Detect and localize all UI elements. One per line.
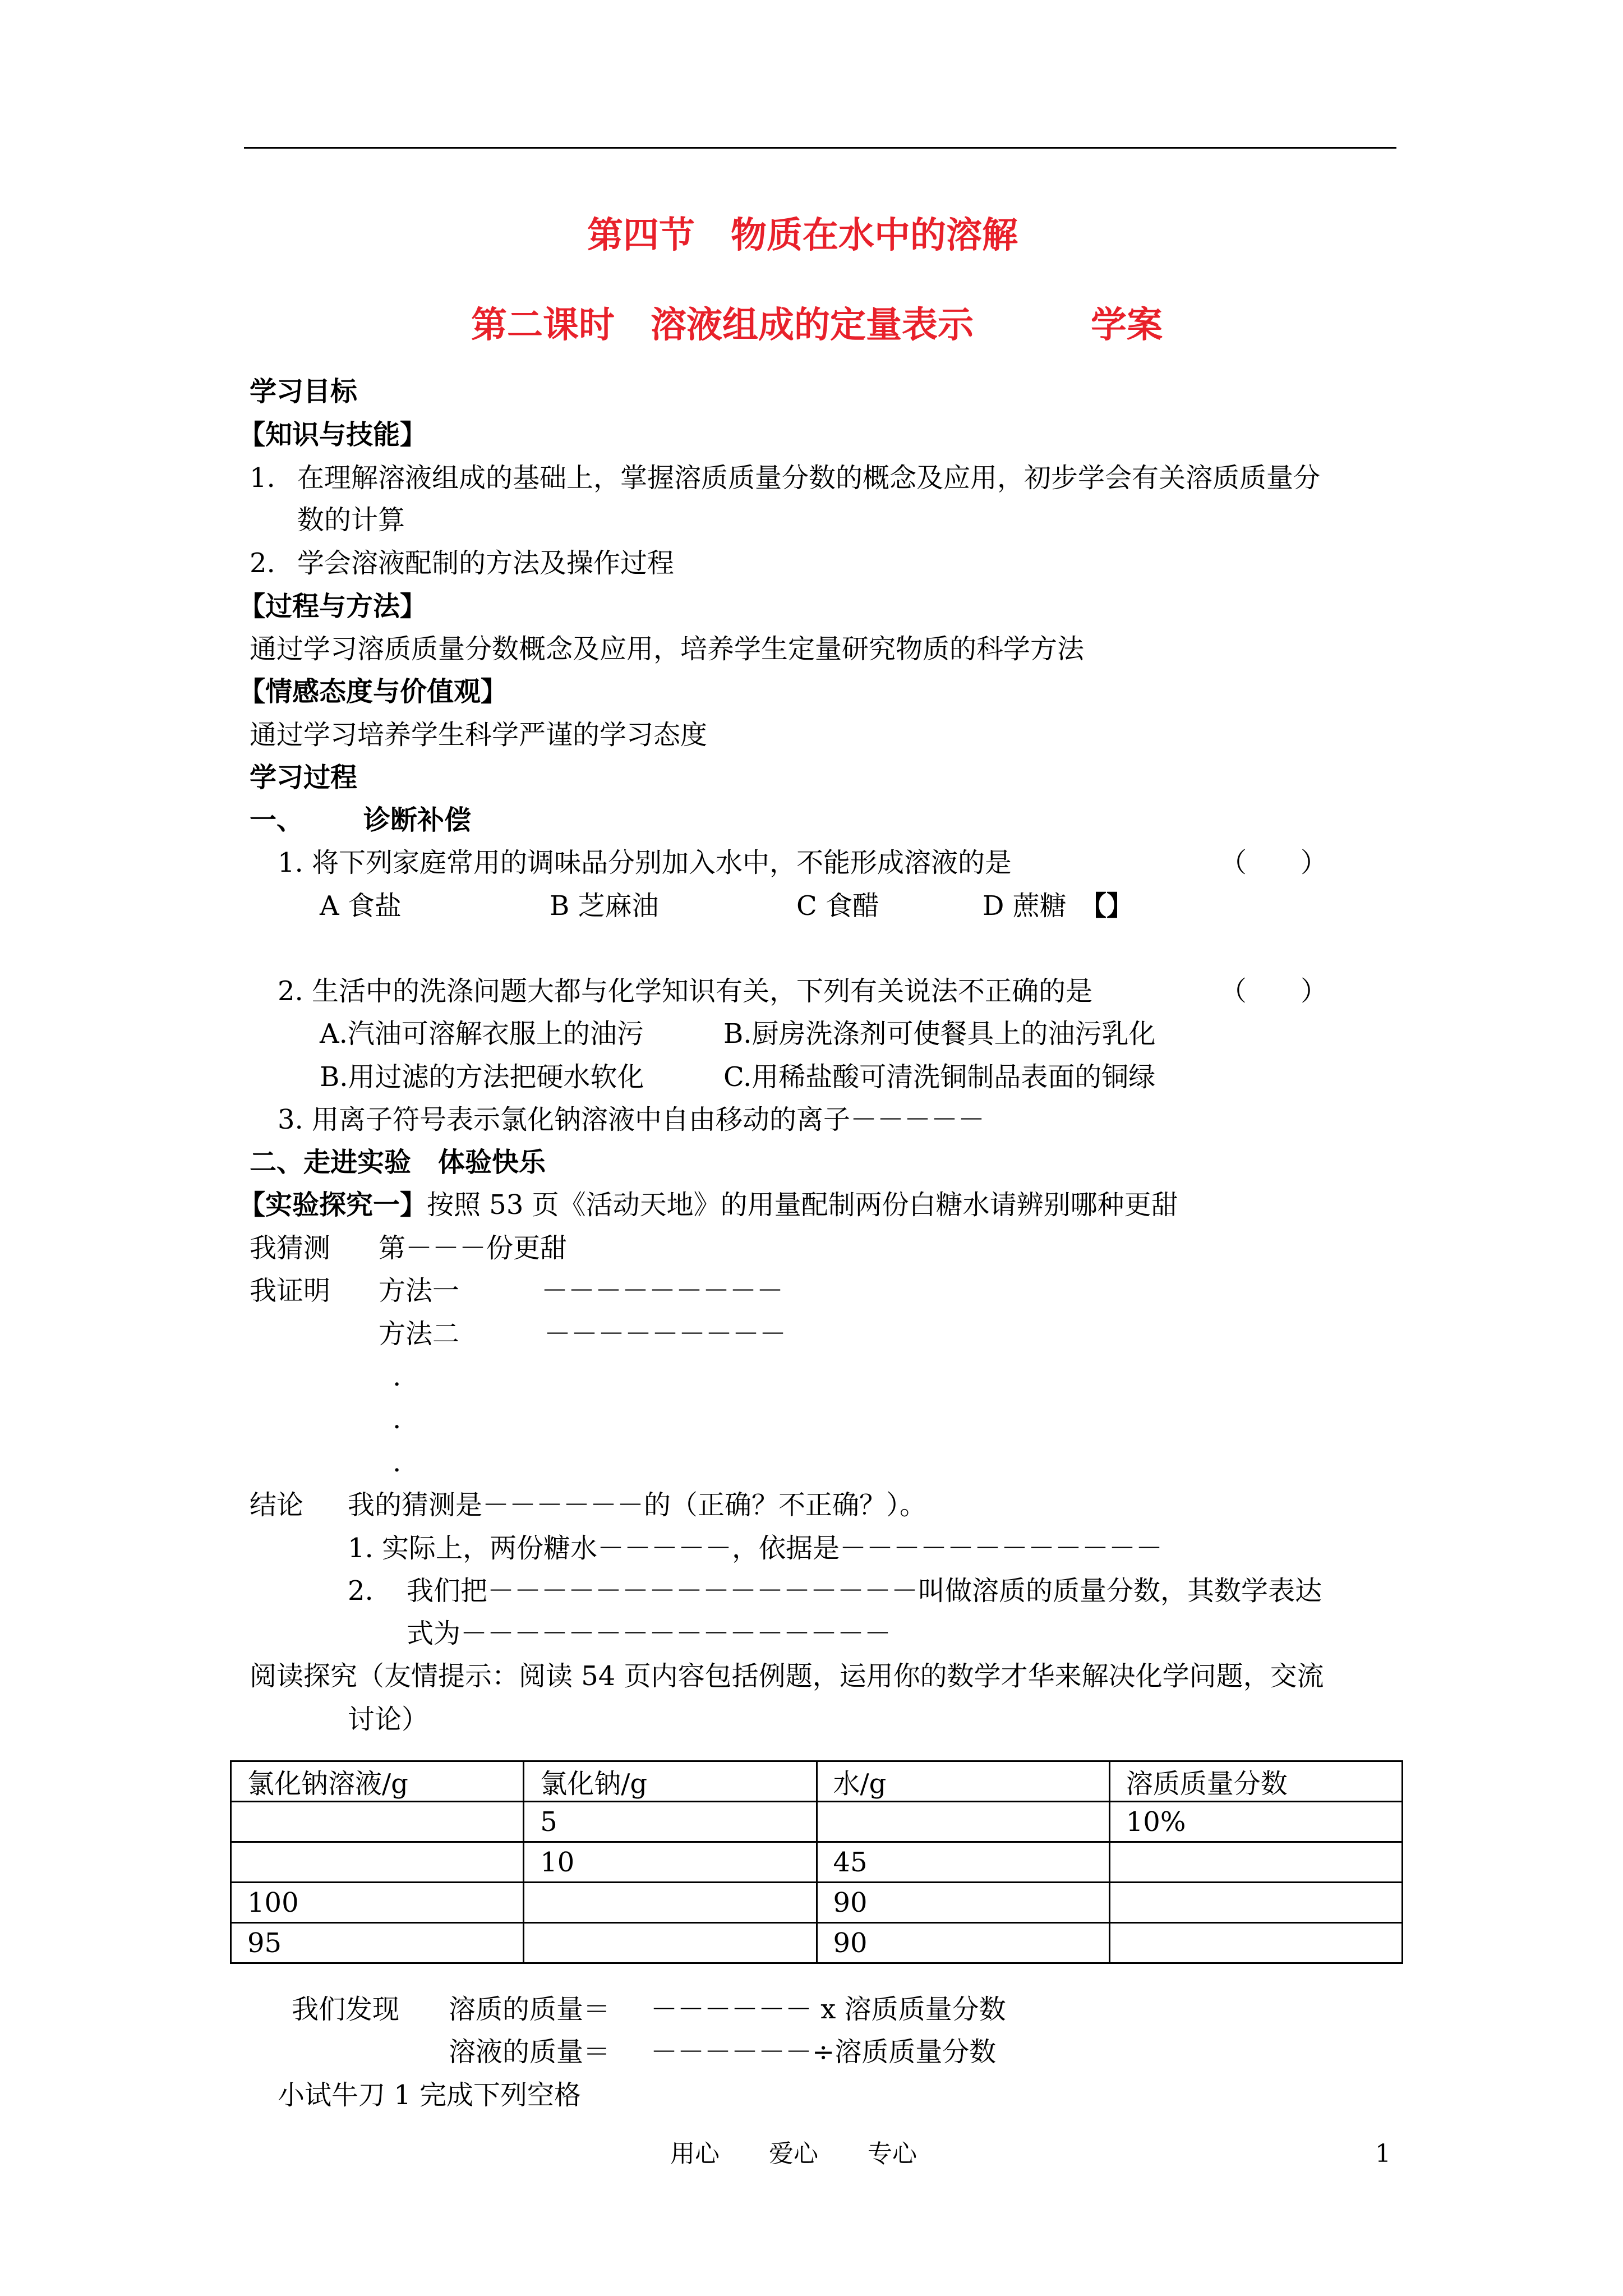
goal-1-text-cont: 数的计算 (297, 504, 405, 536)
table-cell: 10 (524, 1842, 817, 1883)
table-cell: 95 (231, 1923, 524, 1963)
table-row (231, 1883, 1403, 1923)
experiment-1-text: 按照 53 页《活动天地》的用量配制两份白糖水请辨别哪种更甜 (427, 1189, 1178, 1221)
goals-heading: 学习目标 (250, 376, 358, 407)
table-header-cell: 溶质质量分数 (1109, 1761, 1402, 1802)
process-method-heading: 【过程与方法】 (238, 591, 427, 622)
footer-motto: 用心 爱心 专心 (670, 2139, 917, 2168)
section-1-title: 诊断补偿 (363, 804, 472, 836)
reading-explore: 阅读探究（友情提示：阅读 54 页内容包括例题，运用你的数学才华来解决化学问题，交流 (250, 1660, 1324, 1692)
q2-option-d: C.用稀盐酸可清洗铜制品表面的铜绿 (723, 1061, 1156, 1093)
page-number: 1 (1375, 2139, 1391, 2168)
question-1: 1. 将下列家庭常用的调味品分别加入水中，不能形成溶液的是 (278, 847, 1012, 878)
q1-option-a: A 食盐 (320, 890, 402, 922)
table-cell (524, 1923, 817, 1963)
finding-1-right: －－－－－－ x 溶质质量分数 (651, 1994, 1006, 2025)
table-header-cell: 水/g (817, 1761, 1109, 1802)
experiment-1 (238, 1188, 1178, 1222)
guess-label: 我猜测 (250, 1232, 331, 1264)
section-2-title: 二、走进实验 体验快乐 (250, 1147, 546, 1178)
experiment-1-label: 【实验探究一】 (238, 1189, 427, 1221)
table-cell: 45 (817, 1842, 1109, 1883)
table-cell (231, 1842, 524, 1883)
page-title: 第四节 物质在水中的溶解 (587, 214, 1018, 256)
table-row (231, 1923, 1403, 1963)
table-cell (1109, 1883, 1402, 1923)
learning-process-heading: 学习过程 (250, 762, 358, 793)
table-cell: 5 (524, 1802, 817, 1842)
method-2-label: 方法二 (379, 1318, 460, 1350)
knowledge-heading: 【知识与技能】 (238, 419, 427, 450)
attitude-heading: 【情感态度与价值观】 (238, 676, 508, 707)
attitude-text: 通过学习培养学生科学严谨的学习态度 (250, 719, 708, 751)
q1-option-c: C 食醋 (796, 890, 879, 922)
table-cell: 90 (817, 1883, 1109, 1923)
practice-prompt: 小试牛刀 1 完成下列空格 (278, 2079, 582, 2111)
table-row (231, 1842, 1403, 1883)
ellipsis-dot: . (393, 1447, 402, 1478)
q1-brackets: 【】 (1080, 890, 1134, 922)
findings-label: 我们发现 (292, 1994, 400, 2025)
conclusion-label: 结论 (250, 1489, 304, 1521)
question-2: 2. 生活中的洗涤问题大都与化学知识有关，下列有关说法不正确的是 (278, 976, 1093, 1007)
method-2-blank: －－－－－－－－－ (544, 1318, 787, 1350)
table-cell (524, 1883, 817, 1923)
q2-option-b: B.厨房洗涤剂可使餐具上的油污乳化 (723, 1018, 1156, 1050)
table-cell: 10% (1109, 1802, 1402, 1842)
method-1-label: 方法一 (379, 1275, 460, 1306)
table-header-row (231, 1761, 1403, 1802)
question-1-answer-paren: （ ） (1220, 847, 1328, 878)
table-header-cell: 氯化钠/g (524, 1761, 817, 1802)
page-subtitle-suffix: 学案 (1091, 304, 1163, 346)
conclusion-2-number: 2. (348, 1575, 374, 1607)
question-3: 3. 用离子符号表示氯化钠溶液中自由移动的离子－－－－－ (278, 1104, 985, 1135)
table-cell (817, 1802, 1109, 1842)
conclusion-text: 我的猜测是－－－－－－的（正确？不正确？）。 (348, 1489, 927, 1521)
goal-2-number: 2. (250, 547, 275, 579)
table-header-cell: 氯化钠溶液/g (231, 1761, 524, 1802)
table-cell (231, 1802, 524, 1842)
finding-2-right: －－－－－－÷溶质质量分数 (651, 2036, 997, 2068)
table-cell (1109, 1842, 1402, 1883)
finding-1-left: 溶质的质量＝ (449, 1994, 611, 2025)
q2-option-c: B.用过滤的方法把硬水软化 (320, 1061, 644, 1093)
method-1-blank: －－－－－－－－－ (541, 1275, 784, 1306)
q1-option-b: B 芝麻油 (550, 890, 659, 922)
q1-option-d: D 蔗糖 (983, 890, 1067, 922)
goal-1-text: 在理解溶液组成的基础上，掌握溶质质量分数的概念及应用，初步学会有关溶质质量分 (297, 462, 1321, 494)
ellipsis-dot: . (393, 1404, 402, 1435)
table-cell: 100 (231, 1883, 524, 1923)
q2-option-a: A.汽油可溶解衣服上的油污 (320, 1018, 644, 1050)
process-method-text: 通过学习溶质质量分数概念及应用，培养学生定量研究物质的科学方法 (250, 633, 1085, 665)
prove-label: 我证明 (250, 1275, 331, 1306)
question-2-answer-paren: （ ） (1220, 976, 1328, 1007)
section-1-number: 一、 (250, 804, 304, 836)
table-cell: 90 (817, 1923, 1109, 1963)
finding-2-left: 溶液的质量＝ (449, 2036, 611, 2068)
header-rule (244, 147, 1396, 149)
table-row (231, 1802, 1403, 1842)
reading-explore-cont: 讨论） (348, 1704, 429, 1735)
ellipsis-dot: . (393, 1361, 402, 1392)
goal-2-text: 学会溶液配制的方法及操作过程 (297, 547, 675, 579)
guess-text: 第－－－份更甜 (379, 1232, 568, 1264)
conclusion-2-formula: 式为－－－－－－－－－－－－－－－－ (407, 1618, 892, 1649)
conclusion-1: 1. 实际上，两份糖水－－－－－，依据是－－－－－－－－－－－－ (348, 1533, 1163, 1564)
goal-1-number: 1. (250, 462, 275, 494)
table-cell (1109, 1923, 1402, 1963)
solution-table (230, 1760, 1403, 1964)
conclusion-2-text: 我们把－－－－－－－－－－－－－－－－叫做溶质的质量分数，其数学表达 (407, 1575, 1322, 1607)
page-subtitle: 第二课时 溶液组成的定量表示 (471, 304, 974, 346)
